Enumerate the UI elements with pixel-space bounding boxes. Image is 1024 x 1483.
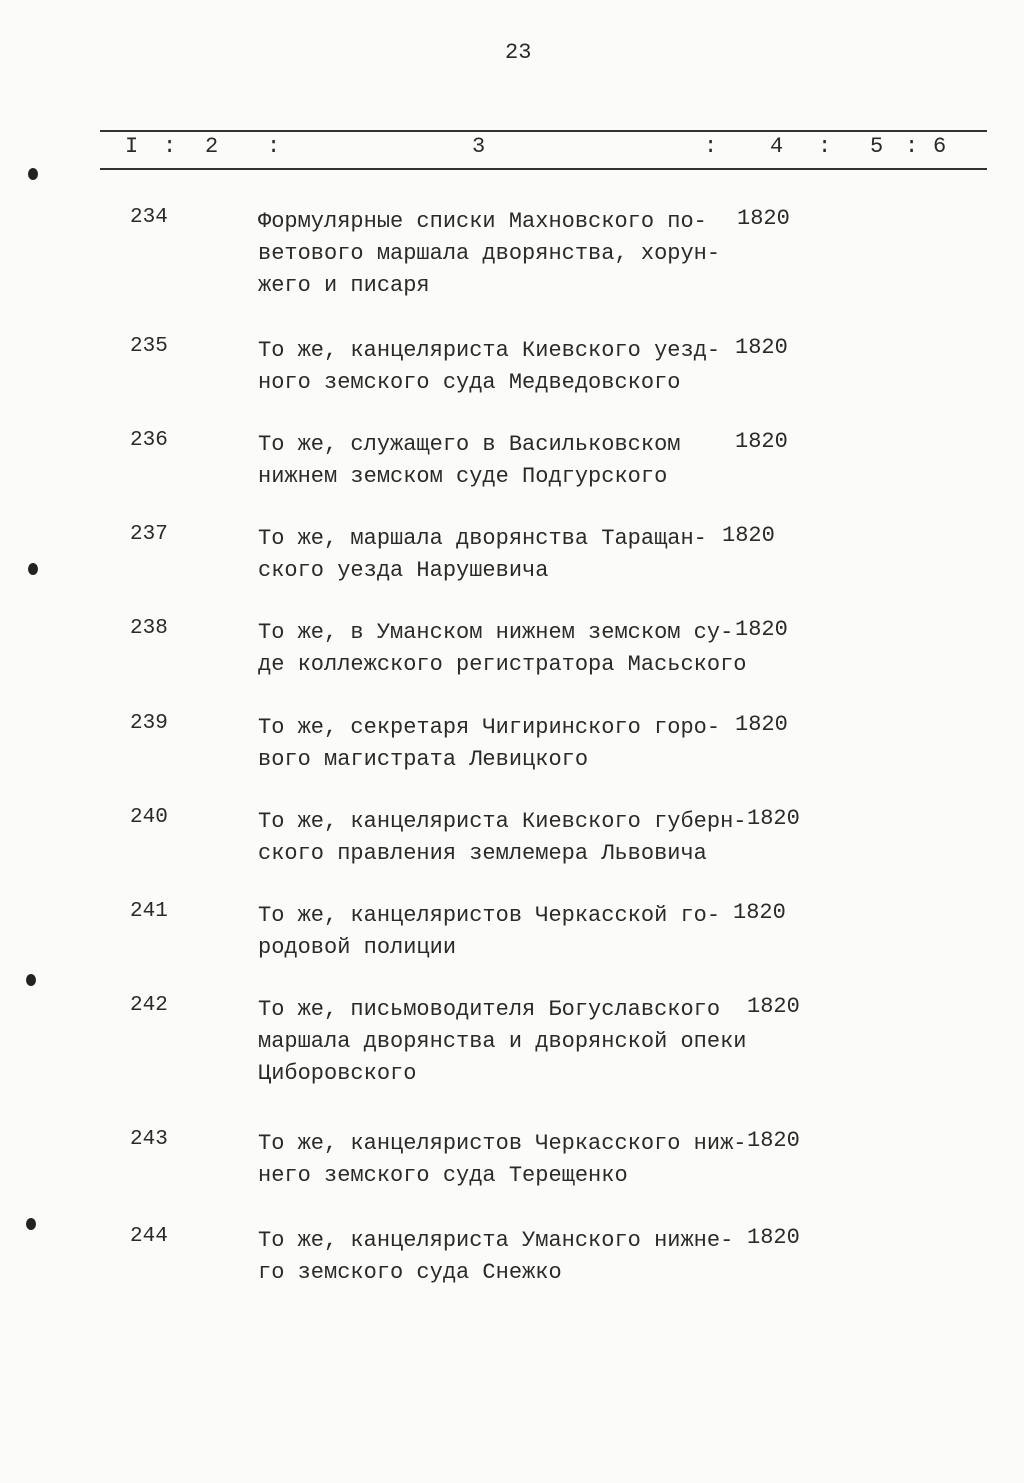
col-header-4: 4 bbox=[770, 134, 784, 159]
item-description: То же, письмоводителя Богуславского маршала дворянства и дворянской опеки Циборовского bbox=[258, 997, 747, 1086]
item-description: То же, канцеляриста Киевского уезд- ного земского суда Медведовского bbox=[258, 338, 721, 395]
col-separator: : bbox=[704, 134, 718, 159]
item-number: 240 bbox=[130, 806, 168, 829]
item-number: 239 bbox=[130, 712, 168, 735]
item-description: То же, маршала дворянства Таращан- ского уезда Нарушевича bbox=[258, 526, 707, 583]
item-year: 1820 bbox=[733, 900, 786, 925]
col-header-3: 3 bbox=[472, 134, 486, 159]
item-description: То же, секретаря Чигиринского горо- вого магистрата Левицкого bbox=[258, 715, 721, 772]
item-description: То же, канцеляриста Уманского нижне- го земского суда Снежко bbox=[258, 1228, 734, 1285]
item-year: 1820 bbox=[747, 1225, 800, 1250]
item-year: 1820 bbox=[747, 806, 800, 831]
binder-hole-mark bbox=[26, 974, 36, 986]
item-number: 243 bbox=[130, 1128, 168, 1151]
item-number: 235 bbox=[130, 335, 168, 358]
item-number: 234 bbox=[130, 206, 168, 229]
binder-hole-mark bbox=[28, 168, 38, 180]
item-description: Формулярные списки Махновского по- ветового маршала дворянства, хорун- жего и писаря bbox=[258, 209, 721, 298]
item-year: 1820 bbox=[737, 206, 790, 231]
col-separator: : bbox=[163, 134, 177, 159]
item-description: То же, в Уманском нижнем земском су- де коллежского регистратора Масьского bbox=[258, 620, 747, 677]
col-header-1: I bbox=[125, 134, 139, 159]
item-year: 1820 bbox=[747, 1128, 800, 1153]
item-year: 1820 bbox=[735, 335, 788, 360]
binder-hole-mark bbox=[28, 563, 38, 575]
item-number: 236 bbox=[130, 429, 168, 452]
col-header-5: 5 bbox=[870, 134, 884, 159]
item-description: То же, канцеляриста Киевского губерн- ского правления землемера Львовича bbox=[258, 809, 747, 866]
col-header-6: 6 bbox=[933, 134, 947, 159]
item-description: То же, канцеляристов Черкасской го- родовой полиции bbox=[258, 903, 721, 960]
col-separator: : bbox=[905, 134, 919, 159]
col-separator: : bbox=[818, 134, 832, 159]
item-year: 1820 bbox=[747, 994, 800, 1019]
item-number: 237 bbox=[130, 523, 168, 546]
item-number: 241 bbox=[130, 900, 168, 923]
item-year: 1820 bbox=[722, 523, 775, 548]
item-number: 238 bbox=[130, 617, 168, 640]
header-rule-bottom bbox=[100, 168, 987, 170]
page-number: 23 bbox=[505, 40, 532, 65]
item-year: 1820 bbox=[735, 617, 788, 642]
header-rule-top bbox=[100, 130, 987, 132]
item-description: То же, канцеляристов Черкасского ниж- него земского суда Терещенко bbox=[258, 1131, 747, 1188]
item-year: 1820 bbox=[735, 429, 788, 454]
item-number: 244 bbox=[130, 1225, 168, 1248]
item-year: 1820 bbox=[735, 712, 788, 737]
col-header-2: 2 bbox=[205, 134, 219, 159]
item-number: 242 bbox=[130, 994, 168, 1017]
binder-hole-mark bbox=[26, 1218, 36, 1230]
col-separator: : bbox=[267, 134, 281, 159]
item-description: То же, служащего в Васильковском нижнем земском суде Подгурского bbox=[258, 432, 681, 489]
